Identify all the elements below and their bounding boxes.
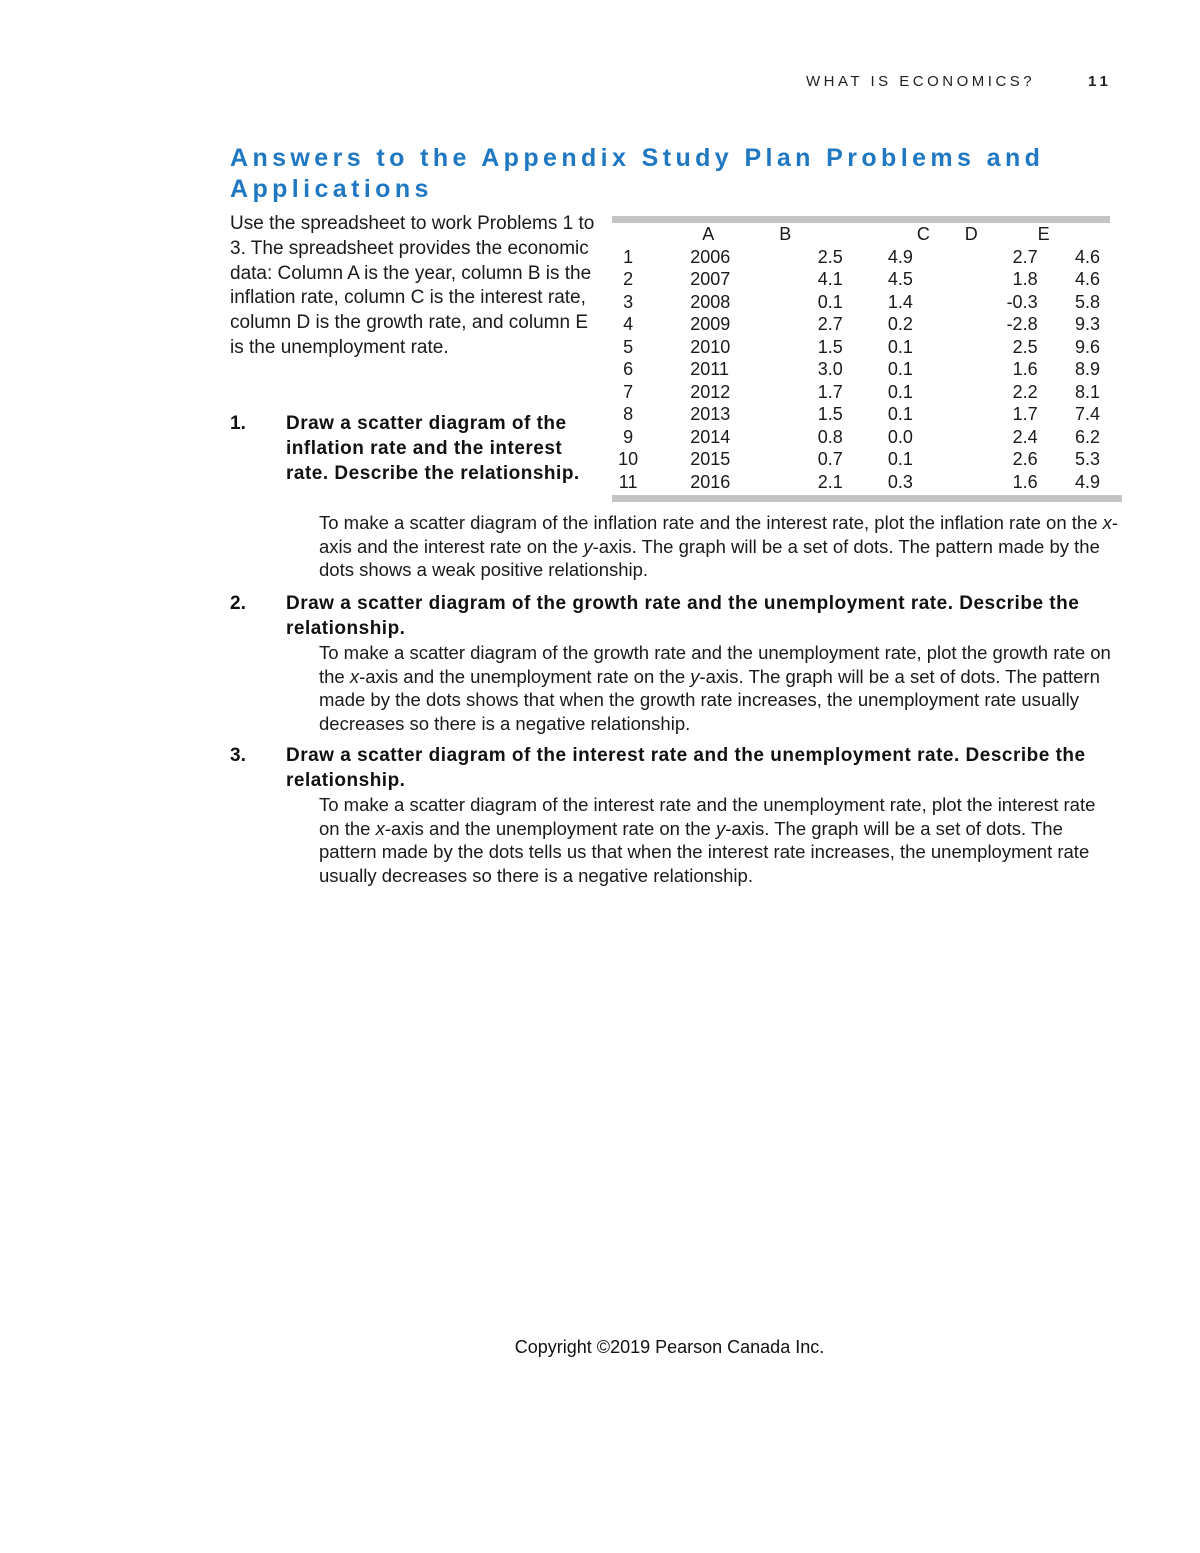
row-number: 9 <box>623 426 634 447</box>
cell-year: 2013 <box>690 404 731 424</box>
spreadsheet-row <box>612 471 1110 494</box>
intro-paragraph: Use the spreadsheet to work Problems 1 to 3. The spreadsheet provides the economic data: Column A is the year, column B is the inflation rate, column C is the interest rate, column D is the growth rate, and column E is the unemployment rate. <box>230 213 595 358</box>
cell-growth-rate: 2.2 <box>1012 381 1038 402</box>
problem-question: Draw a scatter diagram of the growth rate and the unemployment rate. Describe the relationship. <box>286 593 1080 639</box>
cell-year: 2014 <box>690 426 731 447</box>
problem-number: 3. <box>230 745 246 766</box>
cell-growth-rate: 1.8 <box>1012 269 1038 289</box>
cell-interest-rate: 4.5 <box>887 269 913 289</box>
problem-answer: To make a scatter diagram of the inflation rate and the interest rate, plot the inflation rate on the x-axis and the interest rate on the y-axis. The graph will be a set of dots. The pattern made by the dots shows a weak positive relationship. <box>319 512 1119 580</box>
cell-unemployment-rate: 5.3 <box>1074 449 1100 469</box>
row-number: 8 <box>623 404 634 424</box>
cell-inflation-rate: 3.0 <box>817 359 843 379</box>
problem-answer: To make a scatter diagram of the growth rate and the unemployment rate, plot the growth rate on the x-axis and the unemployment rate on the y-axis. The graph will be a set of dots. The pattern made by the dots shows that when the growth rate increases, the unemployment rate usually decreases so there is a negative relationship. <box>319 642 1111 734</box>
copyright: Copyright ©2019 Pearson Canada Inc. <box>514 1337 825 1357</box>
cell-interest-rate: 1.4 <box>887 291 913 312</box>
cell-inflation-rate: 4.1 <box>817 269 843 289</box>
cell-growth-rate: 1.6 <box>1012 471 1038 492</box>
cell-unemployment-rate: 4.6 <box>1074 269 1100 289</box>
spreadsheet-header-row <box>612 223 1110 246</box>
cell-year: 2009 <box>690 314 731 334</box>
row-number: 4 <box>623 314 634 334</box>
cell-unemployment-rate: 5.8 <box>1074 291 1100 312</box>
spreadsheet-row <box>612 291 1110 314</box>
column-header-c: C <box>916 224 930 244</box>
spreadsheet-row <box>612 313 1110 336</box>
cell-growth-rate: 1.7 <box>1012 404 1038 424</box>
cell-unemployment-rate: 4.9 <box>1074 471 1100 492</box>
cell-year: 2011 <box>690 359 729 379</box>
cell-interest-rate: 0.0 <box>887 426 913 447</box>
problem-answer: To make a scatter diagram of the interest rate and the unemployment rate, plot the interest rate on the x-axis and the unemployment rate on the y-axis. The graph will be a set of dots. The pattern made by the dots tells us that when the interest rate increases, the unemployment rate usually decreases so there is a negative relationship. <box>319 794 1096 886</box>
spreadsheet-table <box>612 223 1110 493</box>
spreadsheet-row <box>612 403 1110 426</box>
cell-unemployment-rate: 7.4 <box>1074 404 1100 424</box>
cell-growth-rate: 2.6 <box>1012 449 1038 469</box>
cell-unemployment-rate: 8.1 <box>1074 381 1100 402</box>
cell-interest-rate: 0.2 <box>887 314 913 334</box>
cell-unemployment-rate: 8.9 <box>1074 359 1100 379</box>
spreadsheet-body <box>612 246 1110 494</box>
cell-inflation-rate: 0.8 <box>817 426 843 447</box>
row-number: 1 <box>623 246 634 267</box>
row-number: 5 <box>623 336 634 357</box>
spreadsheet-row <box>612 268 1110 291</box>
cell-interest-rate: 0.1 <box>887 359 913 379</box>
spreadsheet-row <box>612 448 1110 471</box>
cell-growth-rate: 2.4 <box>1012 426 1038 447</box>
spreadsheet-top-border <box>612 216 1110 223</box>
column-header-e: E <box>1037 224 1050 244</box>
cell-unemployment-rate: 4.6 <box>1074 246 1100 267</box>
cell-unemployment-rate: 6.2 <box>1074 426 1100 447</box>
cell-growth-rate: -0.3 <box>1006 291 1038 312</box>
cell-interest-rate: 0.1 <box>887 381 913 402</box>
cell-inflation-rate: 1.5 <box>817 336 843 357</box>
cell-growth-rate: -2.8 <box>1006 314 1038 334</box>
cell-interest-rate: 0.1 <box>887 336 913 357</box>
cell-interest-rate: 4.9 <box>887 246 913 267</box>
spreadsheet-bottom-border <box>612 495 1122 502</box>
row-number: 11 <box>618 471 638 492</box>
cell-inflation-rate: 1.7 <box>817 381 843 402</box>
cell-inflation-rate: 1.5 <box>817 404 843 424</box>
row-number: 10 <box>618 449 639 469</box>
cell-year: 2012 <box>690 381 731 402</box>
cell-year: 2016 <box>690 471 731 492</box>
cell-year: 2010 <box>690 336 731 357</box>
row-number: 7 <box>623 381 634 402</box>
column-header-b: B <box>779 224 792 244</box>
row-number: 6 <box>623 359 634 379</box>
spreadsheet-row <box>612 246 1110 269</box>
cell-growth-rate: 2.5 <box>1012 336 1038 357</box>
cell-year: 2007 <box>690 269 731 289</box>
cell-interest-rate: 0.1 <box>887 449 913 469</box>
column-header-d: D <box>964 224 978 244</box>
row-number: 3 <box>623 291 634 312</box>
cell-growth-rate: 1.6 <box>1012 359 1038 379</box>
page-number: 11 <box>1088 73 1112 90</box>
cell-interest-rate: 0.3 <box>887 471 913 492</box>
cell-year: 2015 <box>690 449 731 469</box>
spreadsheet-corner <box>612 223 644 246</box>
problem-number: 1. <box>230 413 246 434</box>
problem-number: 2. <box>230 593 246 614</box>
cell-inflation-rate: 2.1 <box>817 471 843 492</box>
row-number: 2 <box>623 269 634 289</box>
problem-question: Draw a scatter diagram of the inflation rate and the interest rate. Describe the relationship. <box>286 413 580 484</box>
cell-inflation-rate: 0.7 <box>817 449 843 469</box>
spreadsheet-row <box>612 426 1110 449</box>
running-head: WHAT IS ECONOMICS? <box>806 73 1036 90</box>
cell-inflation-rate: 2.5 <box>817 246 843 267</box>
cell-unemployment-rate: 9.3 <box>1074 314 1100 334</box>
section-title: Answers to the Appendix Study Plan Problems and Applications <box>230 144 1045 203</box>
cell-year: 2008 <box>690 291 731 312</box>
cell-inflation-rate: 2.7 <box>817 314 843 334</box>
problem-question: Draw a scatter diagram of the interest rate and the unemployment rate. Describe the relationship. <box>286 745 1086 791</box>
spreadsheet-row <box>612 381 1110 404</box>
cell-year: 2006 <box>690 246 731 267</box>
column-header-a: A <box>702 224 715 244</box>
cell-unemployment-rate: 9.6 <box>1074 336 1100 357</box>
spreadsheet-row <box>612 336 1110 359</box>
spreadsheet-row <box>612 358 1110 381</box>
cell-inflation-rate: 0.1 <box>817 291 843 312</box>
spreadsheet <box>612 216 1122 502</box>
cell-growth-rate: 2.7 <box>1012 246 1038 267</box>
cell-interest-rate: 0.1 <box>887 404 913 424</box>
